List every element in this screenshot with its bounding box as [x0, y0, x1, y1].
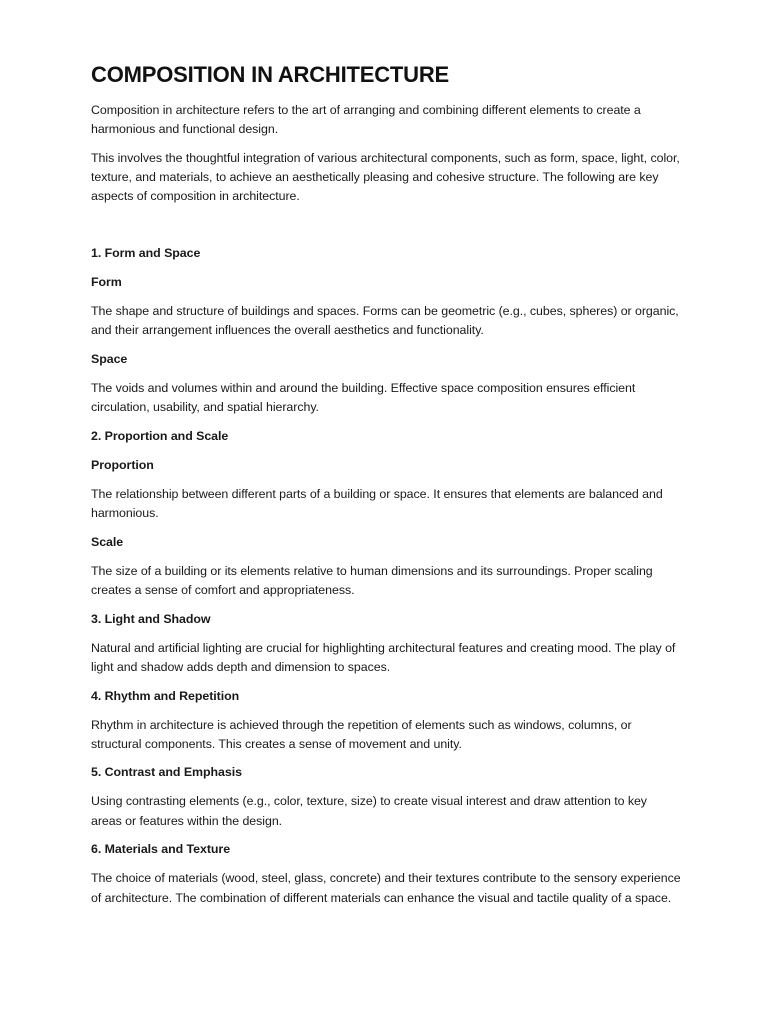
section-spacer: [91, 216, 681, 244]
document-page: [91, 60, 681, 917]
document-title: COMPOSITION IN ARCHITECTURE: [91, 62, 450, 87]
paragraph-proportion: The relationship between different parts of a building or space. It ensures that elements are balanced and harmonious.: [91, 486, 663, 521]
intro-paragraph-2: This involves the thoughtful integration of various architectural components, such as form, space, light, color, texture, and materials, to achieve an aesthetically pleasing and cohesive structure. The following are key aspects of composition in architecture.: [91, 150, 680, 204]
paragraph-scale: The size of a building or its elements relative to human dimensions and its surroundings. Proper scaling creates a sense of comfort and appropriateness.: [91, 563, 653, 597]
paragraph-contrast-and-emphasis: Using contrasting elements (e.g., color, texture, size) to create visual interest and draw attention to key areas or features within the design.: [91, 794, 647, 828]
section-heading-form-and-space: 1. Form and Space: [91, 246, 201, 261]
section-heading-proportion-and-scale: 2. Proportion and Scale: [91, 428, 229, 443]
intro-paragraph-1: Composition in architecture refers to the art of arranging and combining different elements to create a harmonious and functional design.: [91, 103, 641, 137]
paragraph-light-and-shadow: Natural and artificial lighting are crucial for highlighting architectural features and creating mood. The play of light and shadow adds depth and dimension to spaces.: [91, 640, 676, 674]
subheading-proportion: Proportion: [91, 457, 154, 472]
paragraph-form: The shape and structure of buildings and spaces. Forms can be geometric (e.g., cubes, spheres) or organic, and their arrangement influences the overall aesthetics and functionality.: [91, 304, 679, 338]
subheading-scale: Scale: [91, 534, 124, 549]
paragraph-space: The voids and volumes within and around the building. Effective space composition ensures efficient circulation, usability, and spatial hierarchy.: [91, 380, 636, 415]
subheading-form: Form: [91, 275, 122, 290]
subheading-space: Space: [91, 351, 128, 366]
section-heading-materials-and-texture: 6. Materials and Texture: [91, 842, 231, 857]
section-heading-light-and-shadow: 3. Light and Shadow: [91, 611, 211, 626]
paragraph-rhythm-and-repetition: Rhythm in architecture is achieved through the repetition of elements such as windows, columns, or structural components. This creates a sense of movement and unity.: [91, 717, 632, 751]
section-heading-contrast-and-emphasis: 5. Contrast and Emphasis: [91, 765, 242, 780]
section-heading-rhythm-and-repetition: 4. Rhythm and Repetition: [91, 688, 240, 703]
paragraph-materials-and-texture: The choice of materials (wood, steel, glass, concrete) and their textures contribute to the sensory experience of architecture. The combination of different materials can enhance the visual and tactile quality of a space.: [91, 871, 681, 905]
